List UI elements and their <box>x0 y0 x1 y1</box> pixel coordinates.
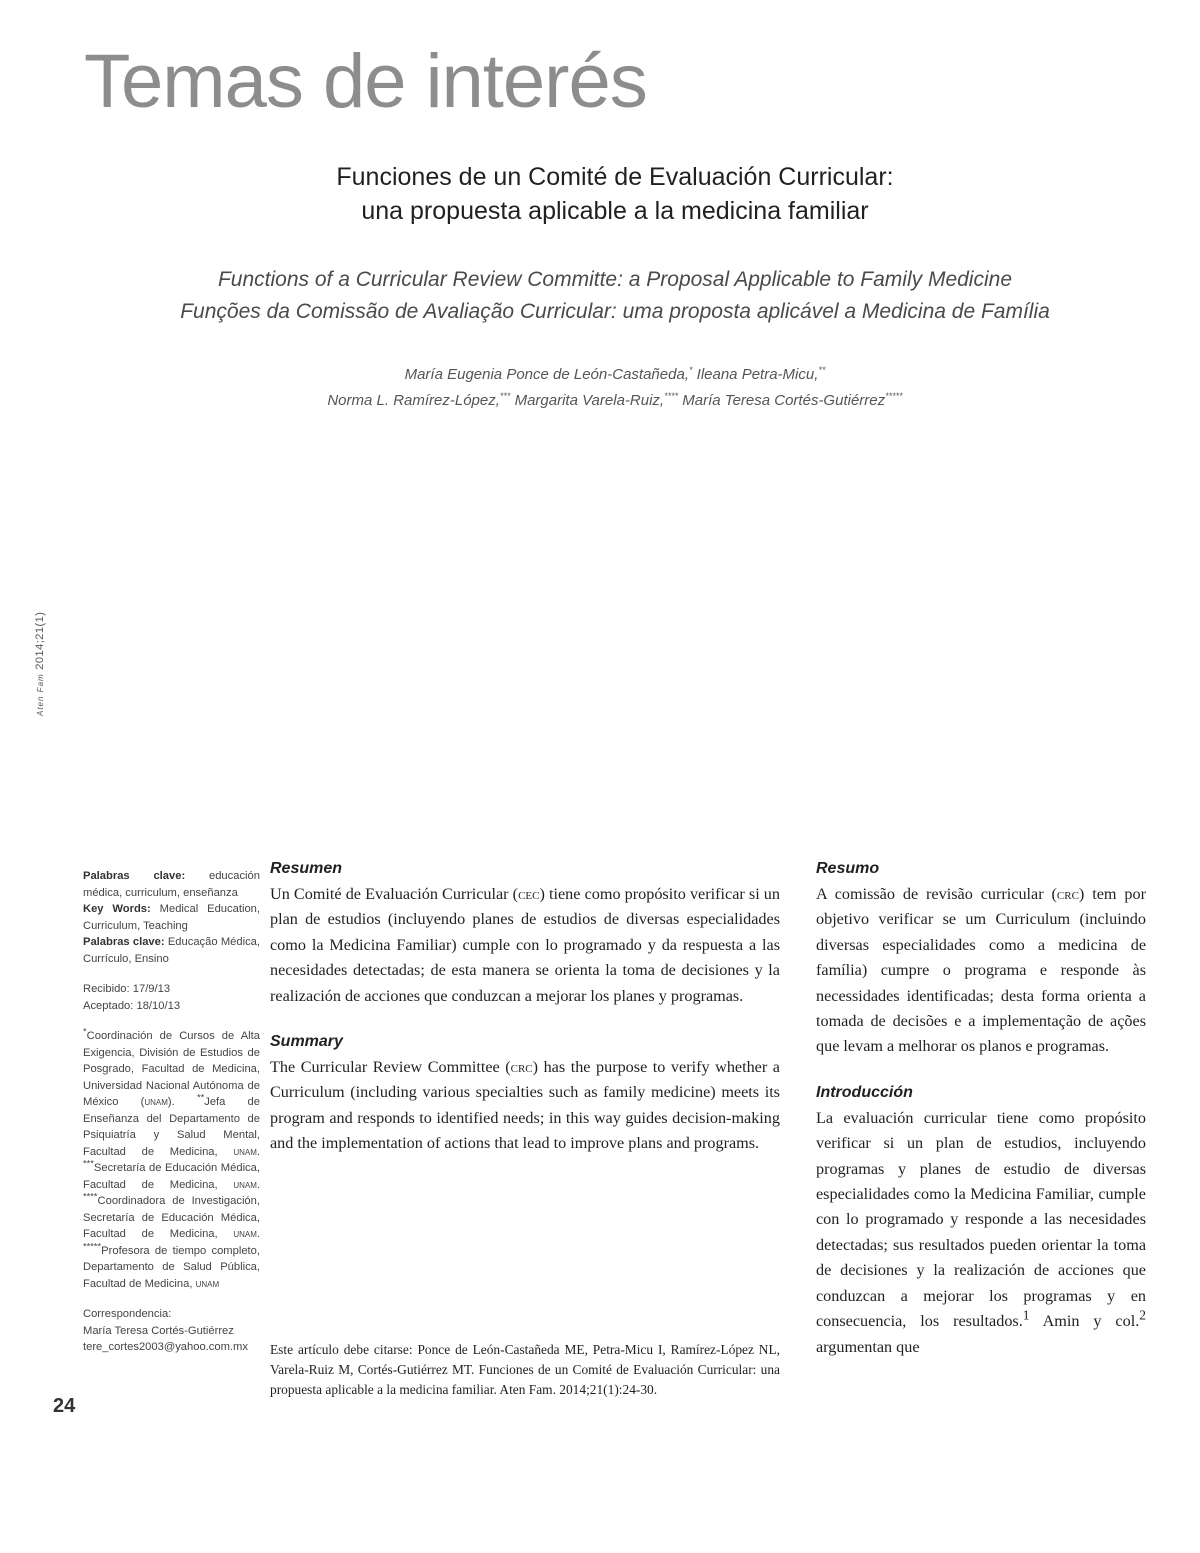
author-name: María Eugenia Ponce de León-Castañeda, <box>404 366 689 383</box>
affil-mark: ***** <box>83 1240 102 1251</box>
correspondence-email[interactable]: tere_cortes2003@yahoo.com.mx <box>83 1341 248 1353</box>
date-accepted: Aceptado: 18/10/13 <box>83 999 181 1012</box>
article-title-english: Functions of a Curricular Review Committe: a Proposal Applicable to Family Medicine <box>217 268 1013 291</box>
introduccion-text-part: La evaluación curricular tiene como propósito verificar si un plan de estudios, incluyendo programas y planes de estudio de diversas especialidades como la Medicina Familiar, cumple con lo programado y responde a las necesidades detectadas; sus resultados pueden orientar la toma de decisiones y la realización de acciones que conduzcan a mejorar los programas y en consecuencia, los resultados. <box>816 1108 1146 1331</box>
affil-mark: **** <box>83 1191 98 1202</box>
reference-mark: 2 <box>1139 1307 1146 1323</box>
affil-abbr: unam <box>233 1228 257 1240</box>
affil-text: Secretaría de Educación Médica, Facultad de Medicina, <box>83 1162 260 1191</box>
keywords-label: Key Words: <box>83 903 151 915</box>
introduccion-text-part: Amin y col. <box>1029 1312 1140 1331</box>
summary-text <box>270 1055 780 1157</box>
affil-text: . <box>256 1145 260 1158</box>
keywords-text: Educação Médica, Currículo, Ensino <box>83 936 260 965</box>
author-mark: *** <box>499 391 511 401</box>
author-line-2 <box>0 388 1200 414</box>
resumen-text-part: ) tiene como propósito verificar si un plan de estudios (incluyendo planes de estudios de diversas especialidades como la Medicina Familiar) cumple con lo programado y da respuesta a las necesidades detectadas; de esta manera se orienta la toma de decisiones y la realización de acciones que conduzcan a mejorar los planes y programas. <box>270 885 780 1005</box>
keywords-en <box>83 901 260 934</box>
date-received: Recibido: 17/9/13 <box>83 983 171 995</box>
summary-text-part: ) has the purpose to verify whether a Curriculum (including various specialties such as family medicine) meets its program and responds to identified needs; in this way guides decision-making and the implementation of actions that lead to improve plans and programs. <box>270 1058 780 1153</box>
margin-column <box>83 868 260 1356</box>
author-mark: ** <box>818 365 826 375</box>
author-mark: **** <box>664 391 679 401</box>
keywords-label: Palabras clave: <box>83 870 186 882</box>
keywords-text: Medical Education, Curriculum, Teaching <box>83 903 260 932</box>
correspondence-label: Correspondencia: <box>83 1308 172 1320</box>
resumo-text-part: ) tem por objetivo verificar se um Curriculum (incluindo diversas especialidades como a medicina de família) cumpre o programa e responde às necessidades identificadas; desta forma orienta a tomada de decisões e a implementação de ações que levam a melhorar os planos e programas. <box>816 885 1146 1056</box>
author-name: María Teresa Cortés-Gutiérrez <box>678 392 886 409</box>
resumen-heading: Resumen <box>270 860 343 877</box>
resumen-text <box>270 882 780 1009</box>
author-name: Norma L. Ramírez-López, <box>327 392 500 409</box>
affil-text: . <box>256 1178 260 1191</box>
affiliations <box>83 1028 260 1292</box>
author-mark: ***** <box>885 391 903 401</box>
introduccion-text-part: argumentan que <box>816 1337 920 1356</box>
keywords-text: educación médica, curriculum, enseñanza <box>83 870 260 899</box>
affil-abbr: unam <box>233 1145 257 1158</box>
author-mark: * <box>688 365 693 375</box>
affil-text: ). <box>167 1096 197 1108</box>
section-title: Temas de interés <box>84 39 647 124</box>
summary-heading: Summary <box>270 1033 343 1051</box>
citation-note: Este artículo debe citarse: Ponce de León-Castañeda ME, Petra-Micu I, Ramírez-López NL, Varela-Ruiz M, Cortés-Gutiérrez MT. Funciones de un Comité de Evaluación Curricular: una propuesta aplicable a la medicina familiar. Aten Fam. 2014;21(1):24-30. <box>270 1342 780 1397</box>
journal-abbreviation: Aten Fam <box>36 673 45 716</box>
resumo-heading: Resumo <box>816 860 880 877</box>
journal-volume: 2014;21(1) <box>34 611 46 674</box>
affil-text: Profesora de tiempo completo, Departamento de Salud Pública, Facultad de Medicina, <box>83 1244 260 1290</box>
affil-mark: *** <box>83 1158 94 1169</box>
resumo-text-part: A comissão de revisão curricular ( <box>816 885 1057 903</box>
resumen-abbr: cec <box>518 885 540 903</box>
abstract-column <box>270 860 780 1157</box>
page-number: 24 <box>53 1395 76 1417</box>
affil-text: Jefa de Enseñanza del Departamento de Psiquiatría y Salud Mental, Facultad de Medicina, <box>83 1096 260 1158</box>
keywords-pt <box>83 934 260 967</box>
title-line-2: una propuesta aplicable a la medicina familiar <box>361 197 869 225</box>
affil-text: Coordinación de Cursos de Alta Exigencia, División de Estudios de Posgrado, Facultad de Medicina, Universidad Nacional Autónoma de México ( <box>83 1030 260 1108</box>
author-line-1 <box>0 362 1200 388</box>
keywords-es <box>83 868 260 901</box>
introduccion-text <box>816 1106 1146 1360</box>
affil-mark: * <box>83 1026 87 1037</box>
journal-reference-vertical <box>34 536 46 716</box>
affil-abbr: unam <box>144 1096 168 1108</box>
title-line-1: Funciones de un Comité de Evaluación Curricular: <box>336 163 894 191</box>
author-list <box>0 362 1200 414</box>
affil-text: . <box>256 1228 260 1240</box>
affil-abbr: unam <box>233 1178 257 1191</box>
reference-mark: 1 <box>1022 1307 1030 1323</box>
affil-mark: ** <box>196 1092 205 1103</box>
author-name: Margarita Varela-Ruiz, <box>510 392 665 409</box>
keywords-label: Palabras clave: <box>83 936 165 948</box>
resumen-text-part: Un Comité de Evaluación Curricular ( <box>270 885 519 903</box>
correspondence-name: María Teresa Cortés-Gutiérrez <box>83 1324 234 1337</box>
article-title-spanish <box>0 160 1200 228</box>
author-name: Ileana Petra-Micu, <box>692 366 819 383</box>
introduccion-heading: Introducción <box>816 1083 913 1101</box>
summary-text-part: The Curricular Review Committee ( <box>270 1058 511 1077</box>
article-title-portuguese: Funções da Comissão de Avaliação Curricular: uma proposta aplicável a Medicina de Família <box>180 300 1050 323</box>
right-column <box>816 860 1146 1360</box>
resumo-abbr: crc <box>1056 885 1079 903</box>
summary-abbr: crc <box>510 1058 533 1077</box>
resumo-text <box>816 882 1146 1060</box>
affil-abbr: unam <box>195 1277 220 1290</box>
affil-text: Coordinadora de Investigación, Secretaría de Educación Médica, Facultad de Medicina, <box>83 1195 260 1240</box>
